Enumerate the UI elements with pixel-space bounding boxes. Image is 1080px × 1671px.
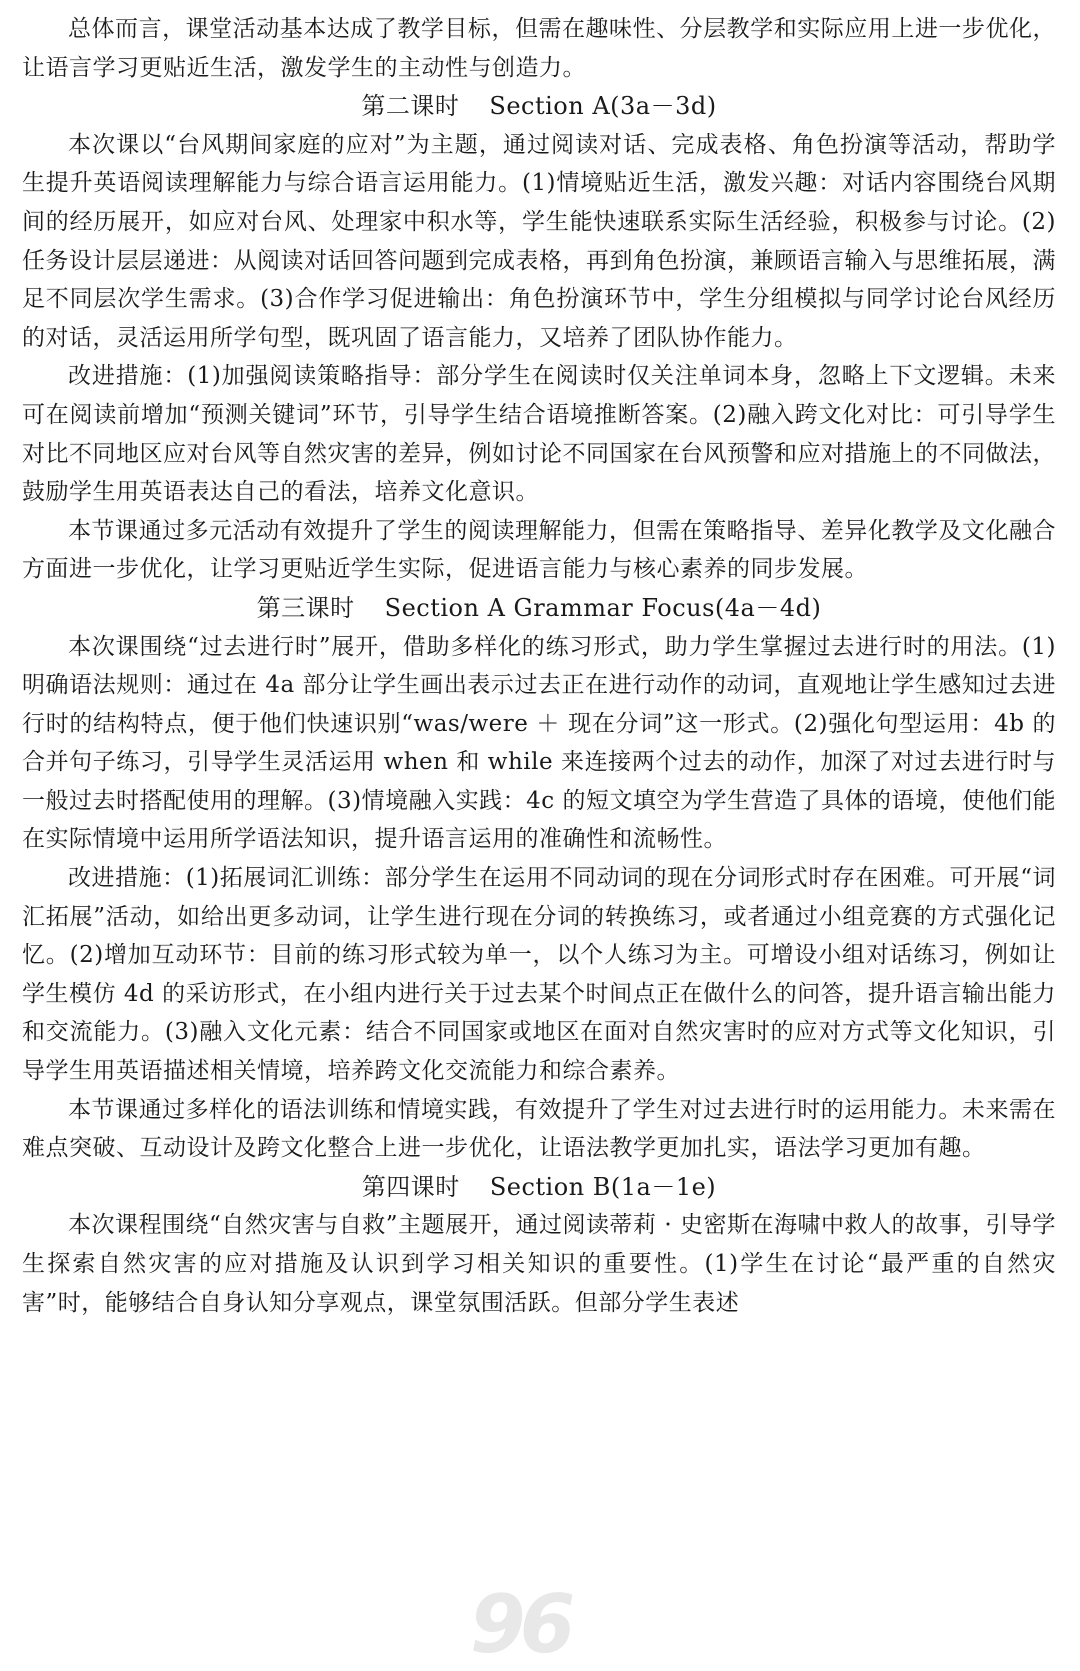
paragraph-lesson2-1: 本次课以“台风期间家庭的应对”为主题，通过阅读对话、完成表格、角色扮演等活动，帮助学生提升英语阅读理解能力与综合语言运用能力。(1)情境贴近生活，激发兴趣：对话内容围绕台风期间的经历展开，如应对台风、处理家中积水等，学生能快速联系实际生活经验，积极参与讨论。(2)任务设计层层递进：从阅读对话回答问题到完成表格，再到角色扮演，兼顾语言输入与思维拓展，满足不同层次学生需求。(3)合作学习促进输出：角色扮演环节中，学生分组模拟与同学讨论台风经历的对话，灵活运用所学句型，既巩固了语言能力，又培养了团队协作能力。 <box>22 131 1056 351</box>
paragraph-lesson2-2: 改进措施：(1)加强阅读策略指导：部分学生在阅读时仅关注单词本身，忽略上下文逻辑。未来可在阅读前增加“预测关键词”环节，引导学生结合语境推断答案。(2)融入跨文化对比：可引导学生对比不同地区应对台风等自然灾害的差异，例如讨论不同国家在台风预警和应对措施上的不同做法，鼓励学生用英语表达自己的看法，培养文化意识。 <box>22 363 1056 506</box>
paragraph-lesson2-3: 本节课通过多元活动有效提升了学生的阅读理解能力，但需在策略指导、差异化教学及文化融合方面进一步优化，让学习更贴近学生实际，促进语言能力与核心素养的同步发展。 <box>22 517 1056 583</box>
paragraph-lesson4-1: 本次课程围绕“自然灾害与自救”主题展开，通过阅读蒂莉 · 史密斯在海啸中救人的故事，引导学生探索自然灾害的应对措施及认识到学习相关知识的重要性。(1)学生在讨论“最严重的自然灾害”时，能够结合自身认知分享观点，课堂氛围活跃。但部分学生表述 <box>22 1212 1056 1316</box>
section-heading-lesson-3 <box>22 589 1056 628</box>
document-page <box>22 10 1056 1322</box>
page-number-watermark: 96 <box>470 1578 570 1671</box>
section-heading-lesson-4 <box>22 1168 1056 1207</box>
paragraph-lesson3-1: 本次课围绕“过去进行时”展开，借助多样化的练习形式，助力学生掌握过去进行时的用法。(1)明确语法规则：通过在 4a 部分让学生画出表示过去正在进行动作的动词，直观地让学生感知过去进行时的结构特点，便于他们快速识别“was/were ＋ 现在分词”这一形式。(2)强化句型运用：4b 的合并句子练习，引导学生灵活运用 when 和 while 来连接两个过去的动作，加深了对过去进行时与一般过去时搭配使用的理解。(3)情境融入实践：4c 的短文填空为学生营造了具体的语境，使他们能在实际情境中运用所学语法知识，提升语言运用的准确性和流畅性。 <box>22 633 1056 853</box>
paragraph-lesson3-3: 本节课通过多样化的语法训练和情境实践，有效提升了学生对过去进行时的运用能力。未来需在难点突破、互动设计及跨文化整合上进一步优化，让语法教学更加扎实，语法学习更加有趣。 <box>22 1096 1056 1162</box>
heading-en: Section A Grammar Focus(4a－4d) <box>384 593 822 622</box>
heading-cn: 第四课时 <box>361 1172 460 1201</box>
heading-en: Section B(1a－1e) <box>489 1172 717 1201</box>
heading-cn: 第二课时 <box>361 92 460 121</box>
paragraph-summary-1: 总体而言，课堂活动基本达成了教学目标，但需在趣味性、分层教学和实际应用上进一步优化，让语言学习更贴近生活，激发学生的主动性与创造力。 <box>22 16 1056 81</box>
heading-cn: 第三课时 <box>256 593 355 622</box>
section-heading-lesson-2 <box>22 87 1056 126</box>
heading-en: Section A(3a－3d) <box>489 92 717 121</box>
paragraph-lesson3-2: 改进措施：(1)拓展词汇训练：部分学生在运用不同动词的现在分词形式时存在困难。可开展“词汇拓展”活动，如给出更多动词，让学生进行现在分词的转换练习，或者通过小组竞赛的方式强化记忆。(2)增加互动环节：目前的练习形式较为单一，以个人练习为主。可增设小组对话练习，例如让学生模仿 4d 的采访形式，在小组内进行关于过去某个时间点正在做什么的问答，提升语言输出能力和交流能力。(3)融入文化元素：结合不同国家或地区在面对自然灾害时的应对方式等文化知识，引导学生用英语描述相关情境，培养跨文化交流能力和综合素养。 <box>22 865 1056 1085</box>
